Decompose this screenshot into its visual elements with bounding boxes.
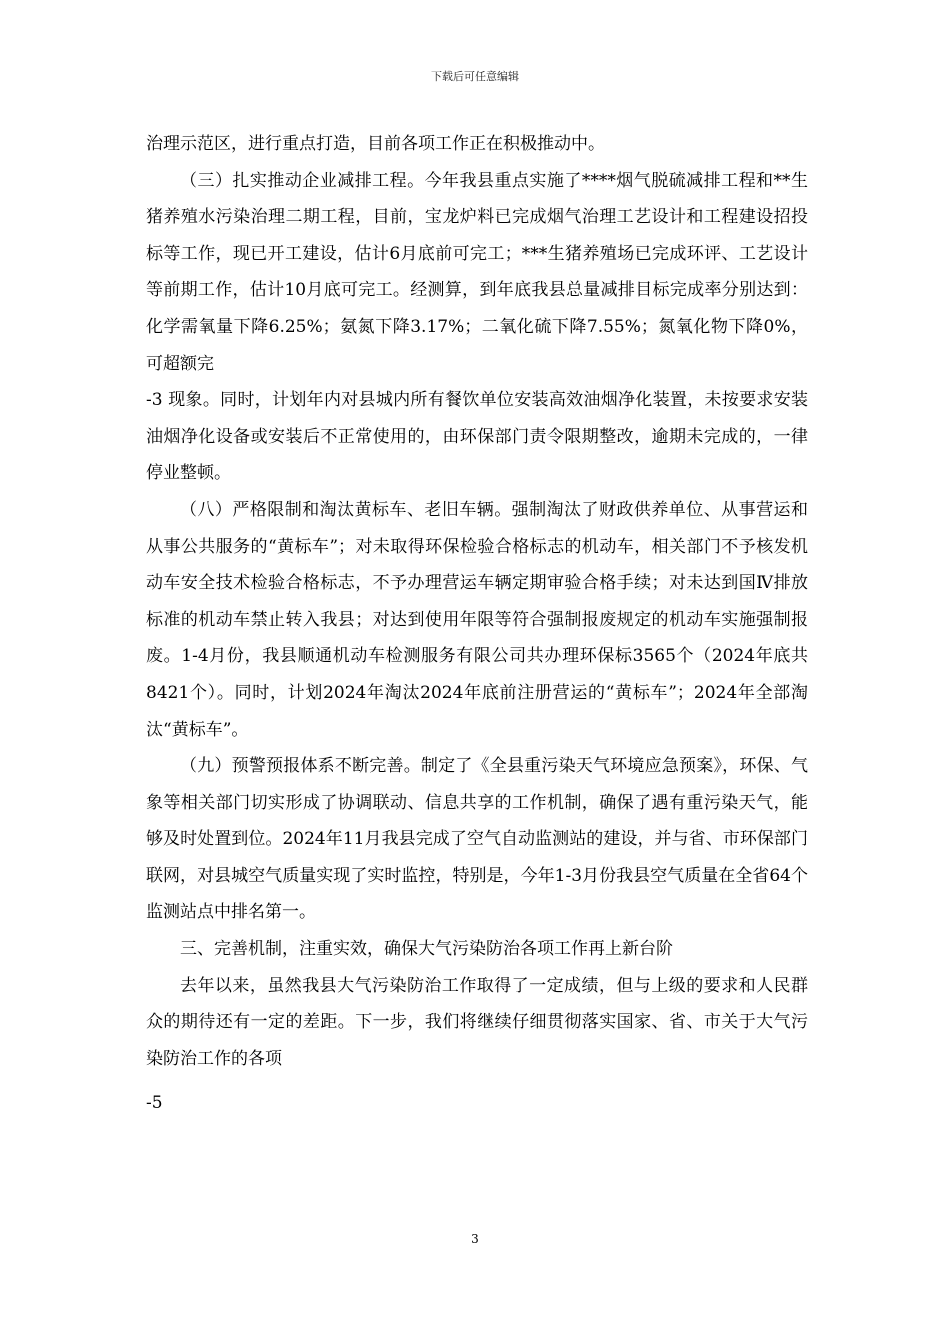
document-body — [146, 126, 808, 1122]
section-heading-3: 三、完善机制，注重实效，确保大气污染防治各项工作再上新台阶 — [180, 939, 673, 960]
paragraph-next-steps: 去年以来，虽然我县大气污染防治工作取得了一定成绩，但与上级的要求和人民群众的期待还有一定的差距。下一步，我们将继续仔细贯彻落实国家、省、市关于大气污染防治工作的各项 — [146, 975, 808, 1069]
page-header: 下载后可任意编辑 — [431, 70, 519, 83]
paragraph-catering-fumes: -3 现象。同时，计划年内对县城内所有餐饮单位安装高效油烟净化装置，未按要求安装油烟净化设备或安装后不正常使用的，由环保部门责令限期整改，逾期未完成的，一律停业整顿。 — [146, 390, 808, 484]
page-number: 3 — [471, 1232, 479, 1246]
paragraph-early-warning: （九）预警预报体系不断完善。制定了《全县重污染天气环境应急预案》，环保、气象等相关部门切实形成了协调联动、信息共享的工作机制，确保了遇有重污染天气，能够及时处置到位。2024年11月我县完成了空气自动监测站的建设，并与省、市环保部门联网，对县城空气质量实现了实时监控，特别是，今年1-3月份我县空气质量在全省64个监测站点中排名第一。 — [146, 756, 808, 923]
paragraph-enterprise-emission: （三）扎实推动企业减排工程。今年我县重点实施了****烟气脱硫减排工程和**生猪养殖水污染治理二期工程，目前，宝龙炉料已完成烟气治理工艺设计和工程建设招投标等工作，现已开工建设，估计6月底前可完工；***生猪养殖场已完成环评、工艺设计等前期工作，估计10月底可完工。经测算，到年底我县总量减排目标完成率分别达到：化学需氧量下降6.25%；氨氮下降3.17%；二氧化硫下降7.55%；氮氧化物下降0%，可超额完 — [146, 170, 808, 374]
page-marker: -5 — [146, 1093, 163, 1114]
paragraph-continuation: 治理示范区，进行重点打造，目前各项工作正在积极推动中。 — [146, 134, 605, 154]
paragraph-yellow-label-vehicles: （八）严格限制和淘汰黄标车、老旧车辆。强制淘汰了财政供养单位、从事营运和从事公共服务的“黄标车”；对未取得环保检验合格标志的机动车，相关部门不予核发机动车安全技术检验合格标志，不予办理营运车辆定期审验合格手续；对未达到国Ⅳ排放标准的机动车禁止转入我县；对达到使用年限等符合强制报废规定的机动车实施强制报废。1-4月份，我县顺通机动车检测服务有限公司共办理环保标3565个（2024年底共8421个）。同时，计划2024年淘汰2024年底前注册营运的“黄标车”；2024年全部淘汰“黄标车”。 — [146, 499, 808, 740]
